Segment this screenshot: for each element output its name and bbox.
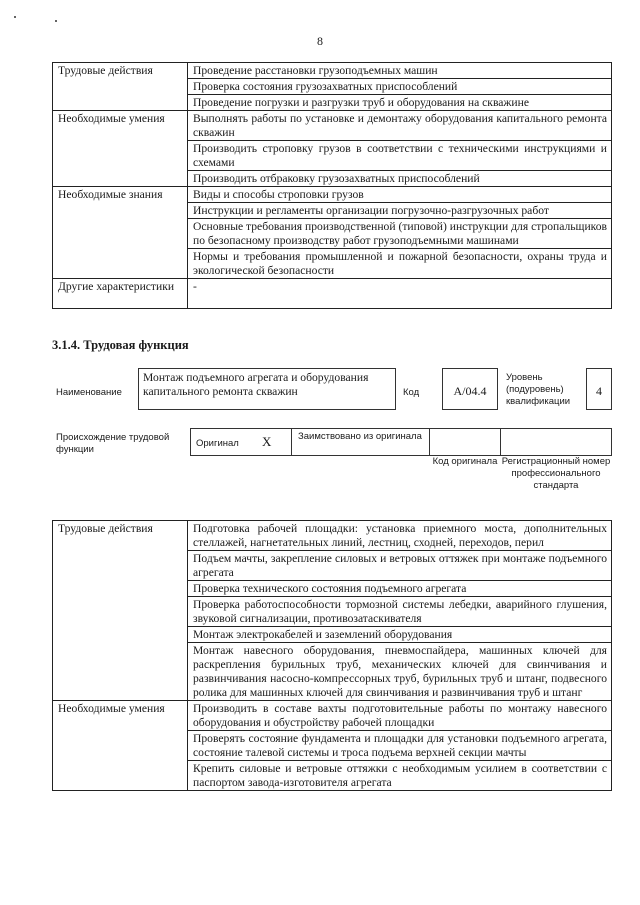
scan-dot xyxy=(55,20,57,22)
table-cell: Проверка технического состояния подъемного агрегата xyxy=(188,581,612,597)
table-cell: Проверка работоспособности тормозной системы лебедки, аварийного глушения, звуковой сигнализации, противозатаскивателя xyxy=(188,597,612,627)
original-mark: X xyxy=(262,434,272,449)
table-row xyxy=(53,279,612,309)
code-value: A/04.4 xyxy=(453,384,487,398)
table-cell: Выполнять работы по установке и демонтажу оборудования капитального ремонта скважин xyxy=(188,111,612,141)
table-cell: Виды и способы строповки грузов xyxy=(188,187,612,203)
borrowed-label: Заимствовано из оригинала xyxy=(298,431,422,442)
table-cell: Проверка состояния грузозахватных приспособлений xyxy=(188,79,612,95)
table-cell: Производить отбраковку грузозахватных приспособлений xyxy=(188,171,612,187)
table-cell: Подготовка рабочей площадки: установка приемного моста, дополнительных стеллажей, нагнетательных линий, лестниц, сходней, переходов, перил xyxy=(188,521,612,551)
table-row xyxy=(53,111,612,141)
table-cell: Проведение расстановки грузоподъемных машин xyxy=(188,63,612,79)
table-cell: Инструкции и регламенты организации погрузочно-разгрузочных работ xyxy=(188,203,612,219)
row-label: Трудовые действия xyxy=(53,521,188,701)
scan-dot xyxy=(14,16,16,18)
table-cell: Производить строповку грузов в соответствии с техническими инструкциями и схемами xyxy=(188,141,612,171)
function-name: Монтаж подъемного агрегата и оборудования капитального ремонта скважин xyxy=(143,371,369,398)
requirements-table-bottom xyxy=(52,520,612,791)
code-box xyxy=(442,368,498,410)
table-cell: Основные требования производственной (типовой) инструкции для стропальщиков по безопасному производству работ грузоподъемными машинами xyxy=(188,219,612,249)
level-value: 4 xyxy=(596,384,602,398)
table-cell: Проведение погрузки и разгрузки труб и оборудования на скважине xyxy=(188,95,612,111)
name-box xyxy=(138,368,396,410)
table-row xyxy=(53,63,612,79)
level-label: Уровень (подуровень) квалификации xyxy=(506,372,571,407)
row-label: Трудовые действия xyxy=(53,63,188,111)
table-cell: Производить в составе вахты подготовительные работы по монтажу навесного оборудования и обустройству рабочей площадки xyxy=(188,701,612,731)
divider xyxy=(500,428,501,456)
table-row xyxy=(53,521,612,551)
table-row xyxy=(53,187,612,203)
page-number: 8 xyxy=(317,34,323,48)
divider xyxy=(429,428,430,456)
table-cell: - xyxy=(188,279,612,309)
table-cell: Подъем мачты, закрепление силовых и ветровых оттяжек при монтаже подъемного агрегата xyxy=(188,551,612,581)
table-cell: Проверять состояние фундамента и площадки для установки подъемного агрегата, состояние талевой системы и троса подъема верхней секции мачты xyxy=(188,731,612,761)
row-label: Необходимые умения xyxy=(53,701,188,791)
reg-number-caption: Регистрационный номер профессионального стандарта xyxy=(501,456,611,491)
original-label: Оригинал xyxy=(196,438,239,449)
table-row xyxy=(53,701,612,731)
code-label: Код xyxy=(403,387,420,398)
origin-label: Происхождение трудовой функции xyxy=(56,432,170,455)
row-label: Необходимые знания xyxy=(53,187,188,279)
name-label: Наименование xyxy=(56,387,122,398)
divider xyxy=(291,428,292,456)
code-original-caption: Код оригинала xyxy=(432,456,498,467)
row-label: Необходимые умения xyxy=(53,111,188,187)
section-title: 3.1.4. Трудовая функция xyxy=(52,338,189,352)
table-cell: Крепить силовые и ветровые оттяжки с необходимым усилием в соответствии с паспортом завода-изготовителя агрегата xyxy=(188,761,612,791)
table-cell: Нормы и требования промышленной и пожарной безопасности, охраны труда и экологической безопасности xyxy=(188,249,612,279)
requirements-table-top xyxy=(52,62,612,309)
row-label: Другие характеристики xyxy=(53,279,188,309)
level-box xyxy=(586,368,612,410)
table-cell: Монтаж электрокабелей и заземлений оборудования xyxy=(188,627,612,643)
table-cell: Монтаж навесного оборудования, пневмоспайдера, машинных ключей для раскрепления бурильных труб, механических ключей для свинчивания и развинчивания насосно-компрессорных труб, бурильных труб и штанг, подвесного ролика для машинных ключей для свинчивания и развинчивания труб и штанг xyxy=(188,643,612,701)
